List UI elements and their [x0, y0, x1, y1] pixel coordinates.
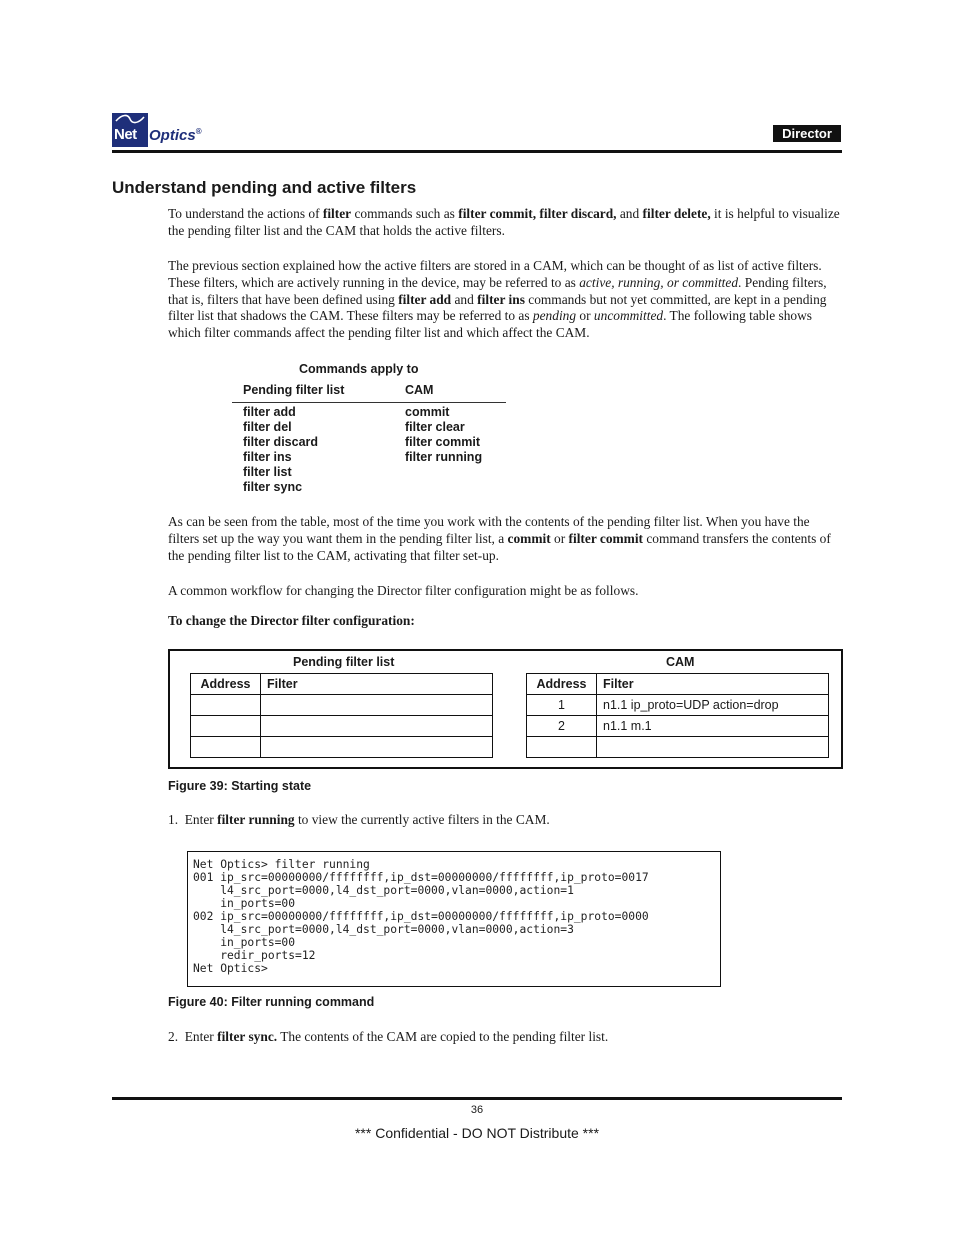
- table-row: [191, 737, 493, 758]
- table-row: [191, 716, 493, 737]
- address-cell: [191, 716, 261, 737]
- address-header: Address: [527, 674, 597, 695]
- logo-net-text: Net: [114, 126, 137, 143]
- address-header: Address: [191, 674, 261, 695]
- commands-table-rule: [232, 402, 506, 403]
- command-item: filter clear: [405, 420, 465, 434]
- filter-cell: n1.1 ip_proto=UDP action=drop: [597, 695, 829, 716]
- command-item: filter ins: [243, 450, 292, 464]
- step-2: 2. Enter filter sync. The contents of the CAM are copied to the pending filter list.: [168, 1029, 609, 1044]
- address-cell: [527, 737, 597, 758]
- commands-table-caption: Commands apply to: [299, 362, 419, 376]
- filter-cell: [261, 695, 493, 716]
- terminal-output: Net Optics> filter running 001 ip_src=00000000/ffffffff,ip_dst=00000000/ffffffff,ip_proto=0017 l4_src_port=0000,l4_dst_port=0000,vlan=0000,action=1 in_ports=00 002 ip_src=00000000/ffffffff,ip_dst=00000000/ffffffff,ip_proto=0000 l4_src_port=0000,l4_dst_port=0000,vlan=0000,action=3 in_ports=00 redir_ports=12 Net Optics>: [193, 858, 649, 975]
- figure-40-caption: Figure 40: Filter running command: [168, 995, 375, 1009]
- table-row: [191, 695, 493, 716]
- filter-cell: [261, 716, 493, 737]
- table-header-row: [527, 674, 829, 695]
- procedure-heading: To change the Director filter configuration:: [168, 613, 415, 628]
- code-block: [187, 851, 721, 987]
- filter-cell: n1.1 m.1: [597, 716, 829, 737]
- filter-header: Filter: [597, 674, 829, 695]
- step-1: 1. Enter filter running to view the currently active filters in the CAM.: [168, 812, 550, 827]
- cam-paragraph: The previous section explained how the active filters are stored in a CAM, which can be thought of as list of active filters. These filters, which are actively running in the device, may be referred to as active, running, or committed. Pending filters, that is, filters that have been defined using filter add and filter ins commands but not yet committed, are kept in a pending filter list that shadows the CAM. These filters may be referred to as pending or uncommitted. The following table shows which filter commands affect the pending filter list and which affect the CAM.: [168, 258, 827, 341]
- intro-paragraph: To understand the actions of filter commands such as filter commit, filter discard, and filter delete, it is helpful to visualize the pending filter list and the CAM that holds the active filters.: [168, 206, 840, 238]
- filter-cell: [261, 737, 493, 758]
- product-badge: Director: [773, 125, 841, 142]
- command-item: filter discard: [243, 435, 319, 449]
- commands-col-pending-header: Pending filter list: [243, 383, 345, 397]
- command-item: filter del: [243, 420, 292, 434]
- table-row: [527, 716, 829, 737]
- command-item: filter running: [405, 450, 483, 464]
- filter-cell: [597, 737, 829, 758]
- command-item: filter list: [243, 465, 292, 479]
- workflow-paragraph: As can be seen from the table, most of the time you work with the contents of the pending filter list. When you have the filters set up the way you want them in the pending filter list, a commit or filter commit command transfers the contents of the pending filter list to the CAM, activating that filter set-up.: [168, 514, 831, 563]
- command-item: filter commit: [405, 435, 481, 449]
- figure-starting-state: [168, 649, 843, 769]
- address-cell: 1: [527, 695, 597, 716]
- pending-list-title: Pending filter list: [293, 655, 395, 669]
- address-cell: [191, 695, 261, 716]
- command-item: commit: [405, 405, 450, 419]
- table-row: [527, 737, 829, 758]
- section-title: Understand pending and active filters: [112, 178, 417, 197]
- confidential-notice: *** Confidential - DO NOT Distribute ***: [354, 1125, 600, 1141]
- cam-title: CAM: [666, 655, 695, 669]
- filter-header: Filter: [261, 674, 493, 695]
- command-item: filter sync: [243, 480, 303, 494]
- header-divider: [112, 150, 842, 153]
- net-optics-logo: [112, 113, 148, 147]
- page-number: 36: [470, 1104, 484, 1116]
- address-cell: [191, 737, 261, 758]
- common-workflow-paragraph: A common workflow for changing the Director filter configuration might be as follows.: [168, 583, 639, 598]
- table-header-row: [191, 674, 493, 695]
- address-cell: 2: [527, 716, 597, 737]
- footer-divider: [112, 1097, 842, 1100]
- wave-icon: [112, 113, 148, 125]
- pending-filter-table: [190, 673, 493, 758]
- logo-optics-text: Optics®: [149, 127, 202, 144]
- table-row: [527, 695, 829, 716]
- commands-col-cam-header: CAM: [405, 383, 434, 397]
- command-item: filter add: [243, 405, 296, 419]
- commands-cam-list: [405, 405, 482, 465]
- figure-39-caption: Figure 39: Starting state: [168, 779, 312, 793]
- commands-pending-list: [243, 405, 318, 495]
- cam-table: [526, 673, 829, 758]
